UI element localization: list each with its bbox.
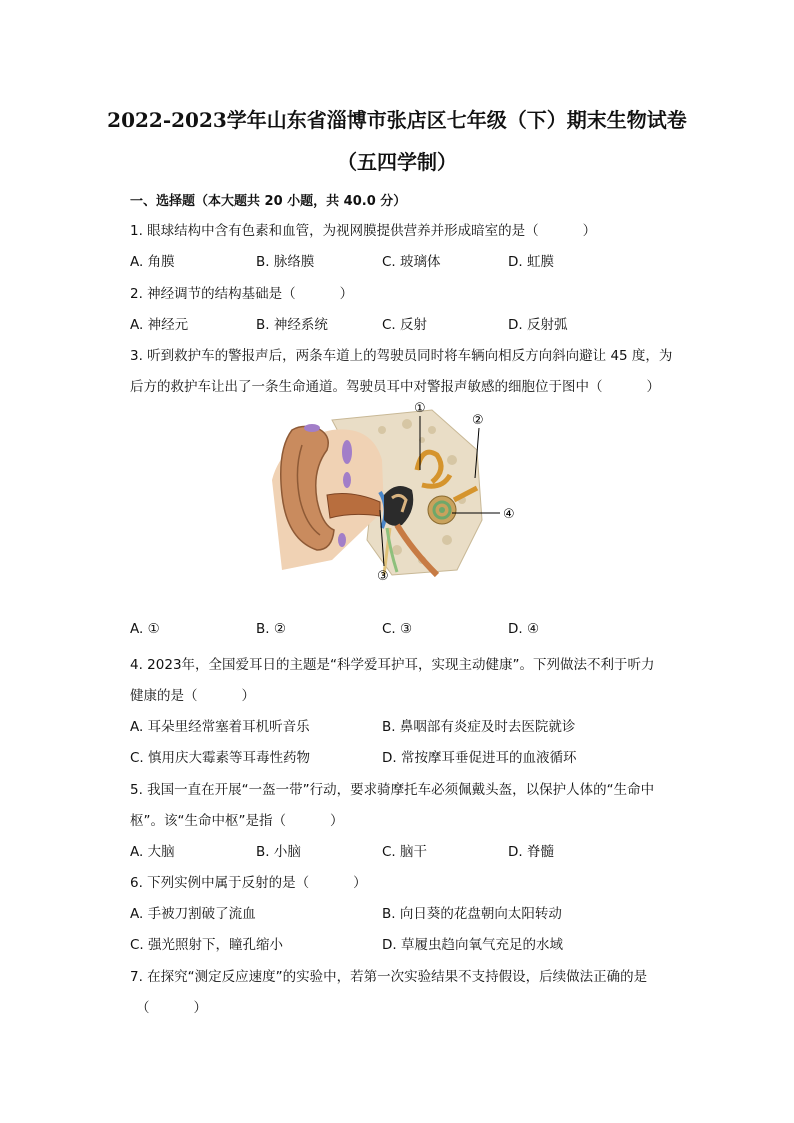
q4-option-b: B. 鼻咽部有炎症及时去医院就诊 <box>382 719 576 735</box>
q5-option-d: D. 脊髓 <box>508 844 554 860</box>
q2-option-a: A. 神经元 <box>130 317 189 333</box>
question-2-stem: 2. 神经调节的结构基础是（ ） <box>130 286 354 302</box>
q4-option-d: D. 常按摩耳垂促进耳的血液循环 <box>382 750 577 766</box>
figure-label-3: ③ <box>377 569 389 584</box>
question-7-stem-line2: （ ） <box>136 1000 207 1016</box>
figure-label-1: ① <box>414 401 426 416</box>
section-heading: 一、选择题（本大题共 20 小题，共 40.0 分） <box>130 194 407 209</box>
question-7-stem-line1: 7. 在探究“测定反应速度”的实验中，若第一次实验结果不支持假设，后续做法正确的是 <box>130 969 648 985</box>
q6-option-d: D. 草履虫趋向氧气充足的水域 <box>382 937 563 953</box>
question-5-stem-line2: 枢”。该“生命中枢”是指（ ） <box>130 813 344 829</box>
q3-option-a: A. ① <box>130 621 160 637</box>
figure-label-4: ④ <box>503 507 515 522</box>
q2-option-b: B. 神经系统 <box>256 317 328 333</box>
question-3-stem-line2: 后方的救护车让出了一条生命通道。驾驶员耳中对警报声敏感的细胞位于图中（ ） <box>130 379 660 395</box>
q6-option-c: C. 强光照射下，瞳孔缩小 <box>130 937 284 953</box>
q3-option-d: D. ④ <box>508 621 540 637</box>
exam-title: 2022-2023学年山东省淄博市张店区七年级（下）期末生物试卷 <box>107 108 687 132</box>
question-4-stem-line2: 健康的是（ ） <box>130 688 255 704</box>
q4-option-c: C. 慎用庆大霉素等耳毒性药物 <box>130 750 311 766</box>
q4-option-a: A. 耳朵里经常塞着耳机听音乐 <box>130 719 310 735</box>
q5-option-b: B. 小脑 <box>256 844 301 860</box>
question-5-stem-line1: 5. 我国一直在开展“一盔一带”行动，要求骑摩托车必须佩戴头盔，以保护人体的“生命中 <box>130 782 655 798</box>
q6-option-b: B. 向日葵的花盘朝向太阳转动 <box>382 906 562 922</box>
q1-option-a: A. 角膜 <box>130 254 175 270</box>
q3-option-c: C. ③ <box>382 621 413 637</box>
q3-option-b: B. ② <box>256 621 286 637</box>
exam-subtitle: （五四学制） <box>337 150 457 174</box>
question-1-stem: 1. 眼球结构中含有色素和血管，为视网膜提供营养并形成暗室的是（ ） <box>130 223 597 239</box>
figure-label-2: ② <box>472 413 484 428</box>
q2-option-c: C. 反射 <box>382 317 428 333</box>
question-4-stem-line1: 4. 2023年，全国爱耳日的主题是“科学爱耳护耳，实现主动健康”。下列做法不利于听力 <box>130 657 655 673</box>
q1-option-c: C. 玻璃体 <box>382 254 441 270</box>
q1-option-d: D. 虹膜 <box>508 254 554 270</box>
q1-option-b: B. 脉络膜 <box>256 254 315 270</box>
question-3-stem-line1: 3. 听到救护车的警报声后，两条车道上的驾驶员同时将车辆向相反方向斜向避让 45 度，为 <box>130 348 673 364</box>
q5-option-c: C. 脑干 <box>382 844 428 860</box>
ear-structure-diagram <box>272 400 522 586</box>
q5-option-a: A. 大脑 <box>130 844 175 860</box>
q6-option-a: A. 手被刀割破了流血 <box>130 906 256 922</box>
question-6-stem: 6. 下列实例中属于反射的是（ ） <box>130 875 367 891</box>
q2-option-d: D. 反射弧 <box>508 317 568 333</box>
